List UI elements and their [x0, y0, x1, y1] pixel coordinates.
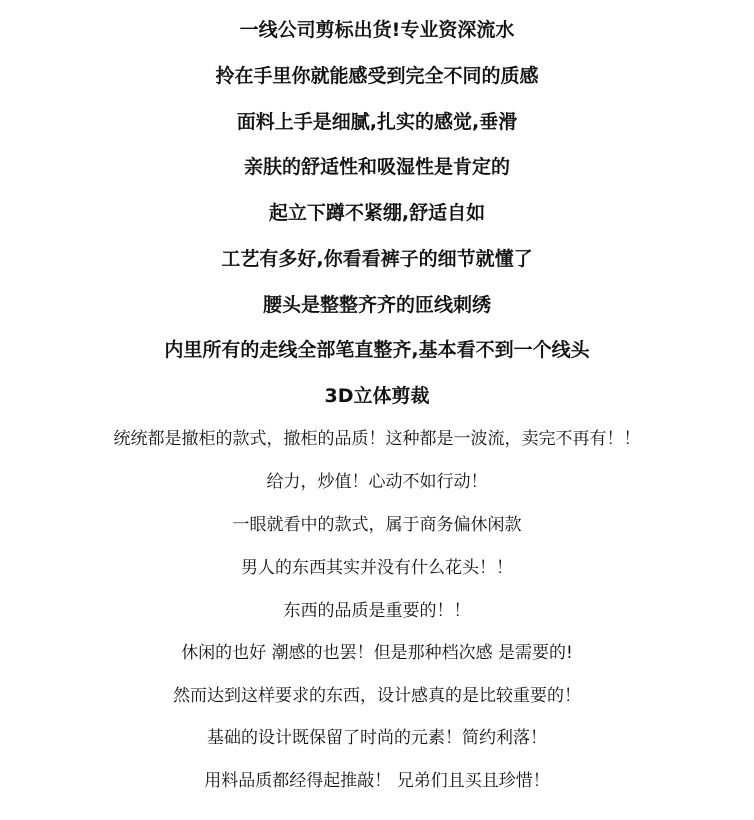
description-line-bold: 亲肤的舒适性和吸湿性是肯定的: [243, 156, 510, 178]
description-line: 基础的设计既保留了时尚的元素！简约利落！: [207, 728, 547, 748]
description-line: 男人的东西其实并没有什么花头！！: [241, 558, 513, 578]
description-line: 统统都是撤柜的款式，撤柜的品质！这种都是一波流，卖完不再有！！: [113, 429, 641, 449]
description-line: 休闲的也好 潮感的也罢！但是那种档次感 是需要的!: [181, 643, 573, 663]
description-line-bold: 面料上手是细腻,扎实的感觉,垂滑: [236, 111, 518, 133]
description-line: 然而达到这样要求的东西，设计感真的是比较重要的！: [173, 686, 581, 706]
description-line: 给力，炒值！心动不如行动！: [266, 472, 488, 492]
description-line-bold: 腰头是整整齐齐的匝线刺绣: [262, 294, 491, 316]
description-line-bold: 3D立体剪裁: [324, 385, 430, 407]
description-line: 用料品质都经得起推敲！ 兄弟们且买且珍惜！: [204, 771, 550, 791]
description-line-bold: 拎在手里你就能感受到完全不同的质感: [215, 65, 539, 87]
description-line-bold: 内里所有的走线全部笔直整齐,基本看不到一个线头: [164, 339, 590, 361]
description-line: 东西的品质是重要的！！: [283, 601, 471, 621]
description-line-bold: 一线公司剪标出货!专业资深流水: [239, 19, 515, 41]
description-line-bold: 起立下蹲不紧绷,舒适自如: [268, 202, 486, 224]
description-line: 一眼就看中的款式，属于商务偏休闲款: [232, 515, 522, 535]
description-line-bold: 工艺有多好,你看看裤子的细节就懂了: [221, 248, 533, 270]
